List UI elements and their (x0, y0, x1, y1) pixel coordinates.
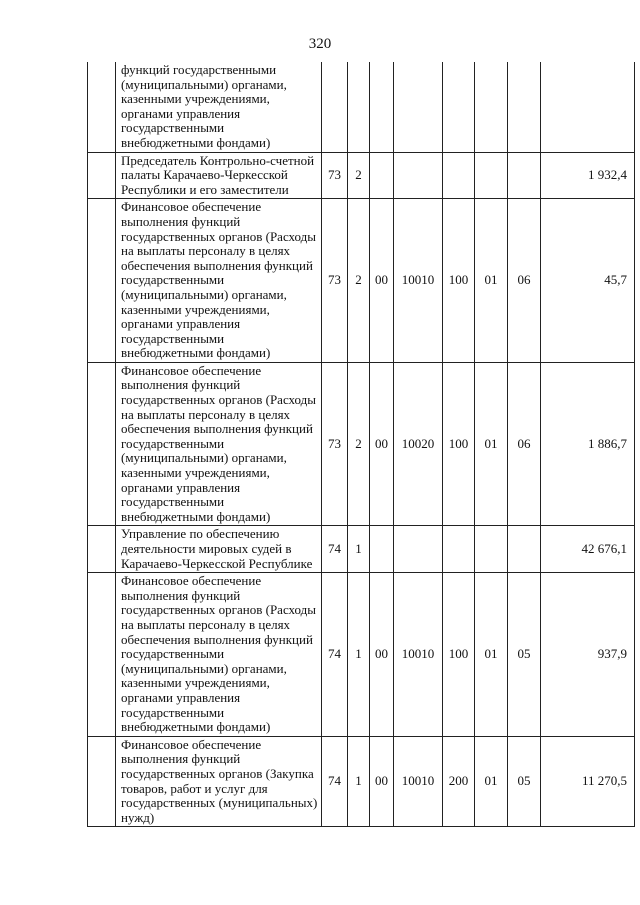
code-cell: 100 (443, 573, 475, 737)
code-cell: 73 (322, 199, 348, 363)
code-cell (370, 526, 394, 573)
index-cell (88, 62, 116, 152)
table-row (88, 62, 635, 152)
code-cell: 06 (508, 199, 541, 363)
table-row (88, 573, 635, 737)
code-cell: 73 (322, 362, 348, 526)
code-cell (475, 62, 508, 152)
index-cell (88, 362, 116, 526)
index-cell (88, 526, 116, 573)
table-row (88, 199, 635, 363)
code-cell: 74 (322, 526, 348, 573)
code-cell (443, 62, 475, 152)
code-cell: 01 (475, 573, 508, 737)
code-cell: 05 (508, 736, 541, 827)
code-cell: 100 (443, 199, 475, 363)
code-cell (394, 62, 443, 152)
code-cell: 00 (370, 362, 394, 526)
code-cell: 01 (475, 199, 508, 363)
code-cell: 2 (348, 152, 370, 199)
code-cell: 00 (370, 573, 394, 737)
code-cell: 10010 (394, 199, 443, 363)
code-cell: 00 (370, 736, 394, 827)
code-cell: 73 (322, 152, 348, 199)
code-cell: 10010 (394, 573, 443, 737)
table-row (88, 526, 635, 573)
page-number: 320 (308, 36, 332, 52)
amount-cell: 1 932,4 (541, 152, 635, 199)
code-cell: 06 (508, 362, 541, 526)
code-cell: 00 (370, 199, 394, 363)
index-cell (88, 573, 116, 737)
code-cell: 05 (508, 573, 541, 737)
index-cell (88, 152, 116, 199)
code-cell: 100 (443, 362, 475, 526)
code-cell: 1 (348, 573, 370, 737)
code-cell (508, 526, 541, 573)
code-cell (443, 152, 475, 199)
description-cell: Финансовое обеспечение выполнения функций государственных органов (Расходы на выплаты персоналу в целях обеспечения выполнения функций государственными (муниципальными) органами, казенными учреждениями, органами управления государственными внебюджетными фондами) (116, 199, 322, 363)
code-cell (443, 526, 475, 573)
code-cell (475, 152, 508, 199)
code-cell: 74 (322, 573, 348, 737)
code-cell (475, 526, 508, 573)
code-cell (508, 152, 541, 199)
code-cell: 2 (348, 362, 370, 526)
index-cell (88, 736, 116, 827)
description-cell: Председатель Контрольно-счетной палаты Карачаево-Черкесской Республики и его заместители (116, 152, 322, 199)
code-cell: 74 (322, 736, 348, 827)
code-cell: 1 (348, 526, 370, 573)
amount-cell: 11 270,5 (541, 736, 635, 827)
code-cell (508, 62, 541, 152)
code-cell: 01 (475, 736, 508, 827)
code-cell: 2 (348, 199, 370, 363)
code-cell (394, 152, 443, 199)
table-row (88, 152, 635, 199)
table-row (88, 736, 635, 827)
amount-cell: 45,7 (541, 199, 635, 363)
amount-cell: 42 676,1 (541, 526, 635, 573)
description-cell: Финансовое обеспечение выполнения функций государственных органов (Расходы на выплаты персоналу в целях обеспечения выполнения функций государственными (муниципальными) органами, казенными учреждениями, органами управления государственными внебюджетными фондами) (116, 362, 322, 526)
code-cell (322, 62, 348, 152)
code-cell (370, 62, 394, 152)
description-cell: Финансовое обеспечение выполнения функций государственных органов (Расходы на выплаты персоналу в целях обеспечения выполнения функций государственными (муниципальными) органами, казенными учреждениями, органами управления государственными внебюджетными фондами) (116, 573, 322, 737)
budget-table (87, 62, 635, 827)
code-cell (348, 62, 370, 152)
amount-cell: 937,9 (541, 573, 635, 737)
description-cell: функций государственными (муниципальными) органами, казенными учреждениями, органами управления государственными внебюджетными фондами) (116, 62, 322, 152)
code-cell: 10020 (394, 362, 443, 526)
code-cell: 200 (443, 736, 475, 827)
code-cell: 1 (348, 736, 370, 827)
table-row (88, 362, 635, 526)
description-cell: Финансовое обеспечение выполнения функций государственных органов (Закупка товаров, работ и услуг для государственных (муниципальных) нужд) (116, 736, 322, 827)
index-cell (88, 199, 116, 363)
description-cell: Управление по обеспечению деятельности мировых судей в Карачаево-Черкесской Республике (116, 526, 322, 573)
code-cell: 01 (475, 362, 508, 526)
code-cell (370, 152, 394, 199)
amount-cell (541, 62, 635, 152)
code-cell (394, 526, 443, 573)
code-cell: 10010 (394, 736, 443, 827)
amount-cell: 1 886,7 (541, 362, 635, 526)
